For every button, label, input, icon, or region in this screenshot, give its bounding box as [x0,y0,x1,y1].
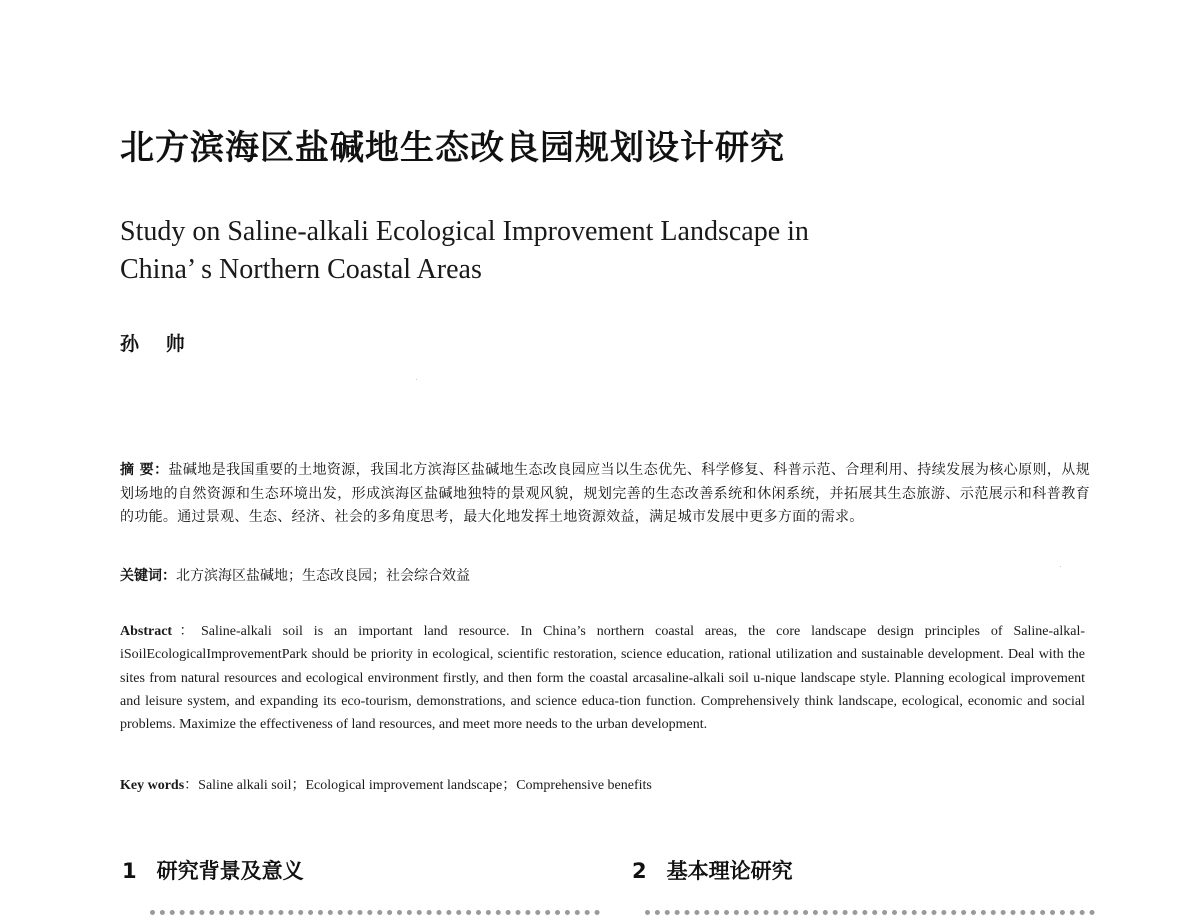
scan-speck [416,379,417,380]
title-english-line-1: Study on Saline-alkali Ecological Improvement Landscape in [120,216,809,247]
section-number: 2 [632,859,647,883]
title-english [120,213,809,289]
title-english-line-2: China’ s Northern Coastal Areas [120,254,482,285]
section-heading-2 [632,856,793,886]
abstract-english-label: Abstract [120,624,173,639]
abstract-chinese-text: 盐碱地是我国重要的土地资源，我国北方滨海区盐碱地生态改良园应当以生态优先、科学修复、科普示范、合理利用、持续发展为核心原则，从规划场地的自然资源和生态环境出发，形成滨海区盐碱地独特的景观风貌，规划完善的生态改善系统和休闲系统，并拓展其生态旅游、示范展示和科普教育的功能。通过景观、生态、经济、社会的多角度思考，最大化地发挥土地资源效益，满足城市发展中更多方面的需求。 [120,462,1090,525]
scan-speck [1060,566,1061,567]
keywords-chinese-label: 关键词： [120,568,176,584]
keywords-chinese [120,565,470,588]
author-name: 孙 帅 [120,333,195,355]
abstract-english-separator: ： [172,624,201,639]
section-number: 1 [122,859,137,883]
section-heading-1 [122,856,304,886]
keywords-english-text: Saline alkali soil；Ecological improvement landscape；Comprehensive benefits [198,778,652,793]
cropped-body-text-column-1 [150,908,600,920]
cropped-body-text-column-2 [645,908,1095,920]
keywords-english-label: Key words [120,778,185,793]
section-title: 基本理论研究 [666,859,793,883]
keywords-english-separator: ： [184,778,199,793]
abstract-chinese [120,459,1090,530]
keywords-chinese-text: 北方滨海区盐碱地；生态改良园；社会综合效益 [176,568,470,584]
abstract-chinese-label: 摘 要： [120,462,169,478]
keywords-english [120,774,652,797]
title-chinese: 北方滨海区盐碱地生态改良园规划设计研究 [120,128,785,168]
abstract-english [120,620,1085,736]
section-title: 研究背景及意义 [156,859,304,883]
abstract-english-text: Saline-alkali soil is an important land resource. In China’s northern coastal areas, the core landscape design principles of Saline-alkal-iSoilEcologicalImprovementPark should be priority in ecological, scientific restoration, science education, rational utilization and sustainable development. Deal with the sites from natural resources and ecological environment firstly, and then form the coastal arcasaline-alkali soil u-nique landscape style. Planning ecological improvement and leisure system, and expanding its eco-tourism, demonstrations, and science educa-tion function. Comprehensively think landscape, ecological, economic and social problems. Maximize the effectiveness of land resources, and meet more needs to the urban development. [120,624,1085,733]
